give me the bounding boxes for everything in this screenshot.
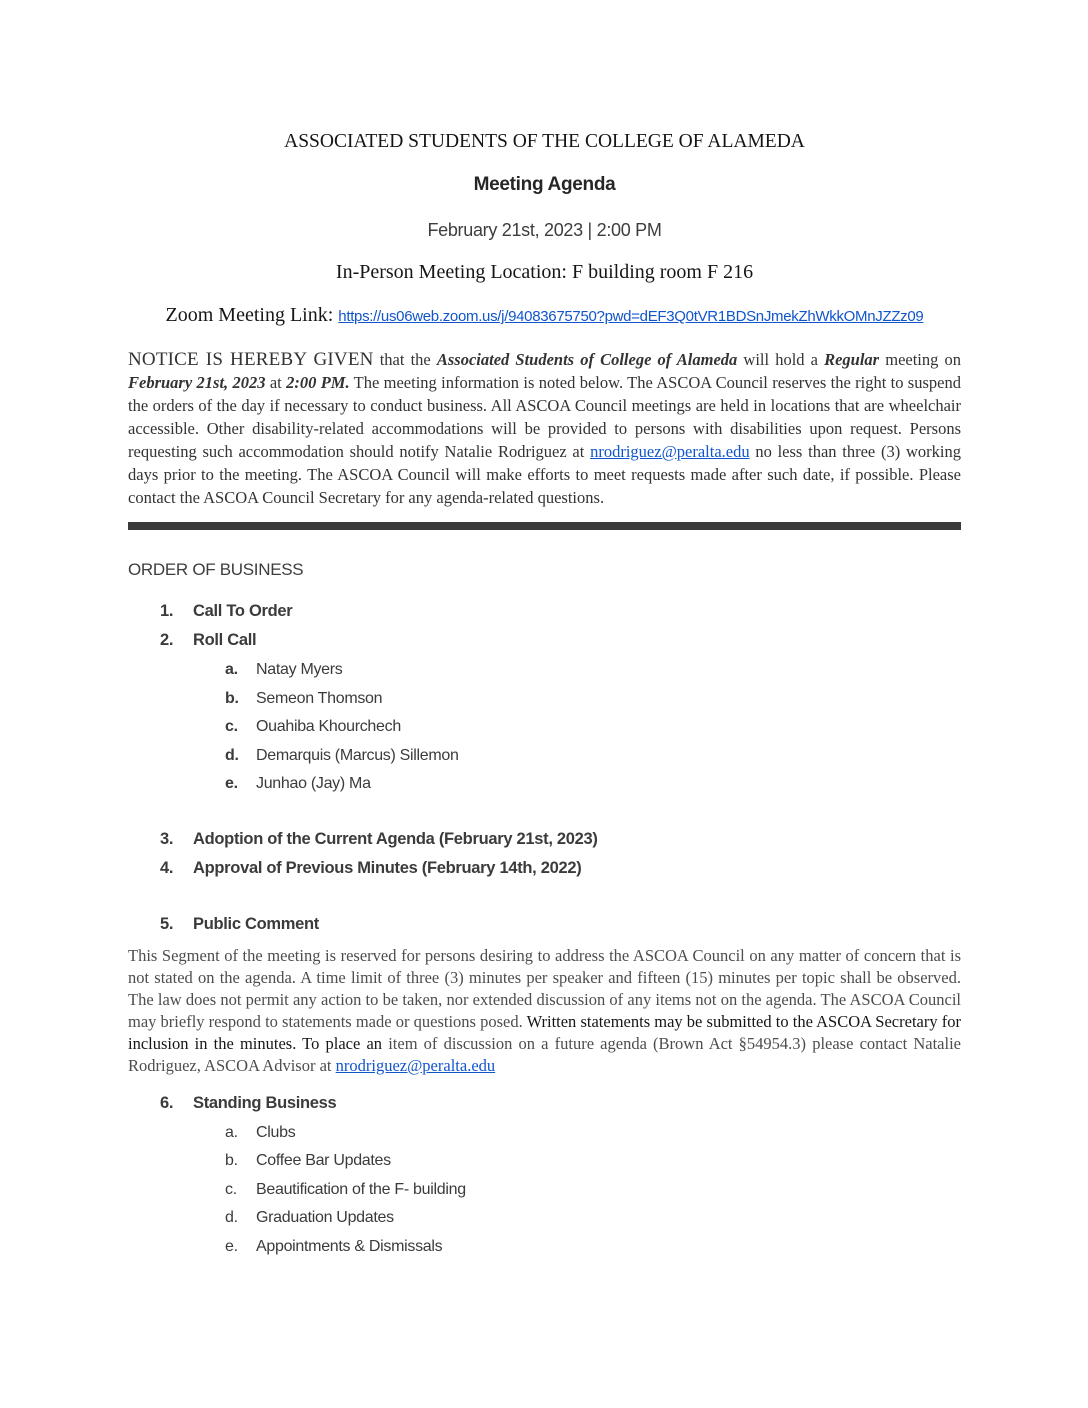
roll-call-member xyxy=(128,690,961,707)
standing-business-item xyxy=(128,1181,961,1198)
agenda-item-standing-business xyxy=(128,1095,961,1112)
notice-lead: NOTICE IS HEREBY GIVEN xyxy=(128,349,374,370)
order-of-business-heading: ORDER OF BUSINESS xyxy=(128,560,304,579)
agenda-item-label: Roll Call xyxy=(193,631,257,649)
zoom-link-label: Zoom Meeting Link: xyxy=(165,304,334,326)
agenda-item-adoption-agenda xyxy=(128,831,961,848)
sub-item-letter: c. xyxy=(225,718,238,735)
notice-run: no less than three (3) working days prior to the meeting. The ASCOA Council will make efforts to meet requests made after such date, if possible. Please contact the ASCOA Council Secretary for any agenda-related questions. xyxy=(128,442,961,507)
standing-business-item xyxy=(128,1152,961,1169)
sub-item-letter: e. xyxy=(225,1237,238,1255)
standing-business-label: Coffee Bar Updates xyxy=(256,1152,391,1169)
agenda-list xyxy=(128,603,961,933)
notice-meeting-type: Regular xyxy=(824,350,880,369)
agenda-item-label: Call To Order xyxy=(193,602,293,620)
doc-title: Meeting Agenda xyxy=(473,174,616,195)
agenda-item-public-comment xyxy=(128,916,961,933)
meeting-location: In-Person Meeting Location: F building room F 216 xyxy=(335,261,754,283)
roll-call-member xyxy=(128,747,961,764)
notice-paragraph xyxy=(128,348,961,509)
roll-call-member xyxy=(128,661,961,678)
standing-business-label: Graduation Updates xyxy=(256,1209,394,1226)
agenda-item-label: Standing Business xyxy=(193,1093,337,1112)
section-divider xyxy=(128,522,961,530)
agenda-item-label: Public Comment xyxy=(193,914,319,933)
notice-meeting-time: 2:00 PM. xyxy=(286,373,350,392)
standing-business-label: Beautification of the F- building xyxy=(256,1180,466,1198)
member-name: Junhao (Jay) Ma xyxy=(256,775,371,792)
agenda-item-roll-call xyxy=(128,632,961,649)
agenda-item-number: 6. xyxy=(160,1093,174,1112)
sub-item-letter: a. xyxy=(225,1123,238,1141)
meeting-datetime: February 21st, 2023 | 2:00 PM xyxy=(427,220,662,240)
agenda-item-call-to-order xyxy=(128,603,961,620)
standing-business-label: Appointments & Dismissals xyxy=(256,1237,443,1255)
notice-run: meeting on xyxy=(879,350,962,369)
sub-item-letter: b. xyxy=(225,689,239,707)
sub-item-letter: d. xyxy=(225,1209,238,1226)
standing-business-item xyxy=(128,1124,961,1141)
member-name: Ouahiba Khourchech xyxy=(256,718,401,735)
zoom-meeting-link[interactable]: https://us06web.zoom.us/j/94083675750?pwd=dEF3Q0tVR1BDSnJmekZhWkkOMnJZZz09 xyxy=(338,308,924,325)
notice-org-name: Associated Students of College of Alameda xyxy=(436,350,738,369)
notice-run: that the xyxy=(373,350,437,369)
notice-run: at xyxy=(265,373,287,392)
roll-call-member xyxy=(128,718,961,735)
agenda-item-number: 5. xyxy=(160,914,174,933)
sub-item-letter: e. xyxy=(225,775,238,792)
notice-run: The meeting information is noted below. The ASCOA Council reserves the right to suspend the orders of the day if necessary to conduct business. All ASCOA Council meetings are held in locations that are wheelchair accessible. Other disability-related accommodations will be provided to persons with disabilities upon request. Persons requesting such accommodation should notify Natalie Rodriguez at xyxy=(128,373,961,461)
agenda-item-number: 2. xyxy=(160,631,174,649)
roll-call-member xyxy=(128,775,961,792)
agenda-item-label: Adoption of the Current Agenda (February 21st, 2023) xyxy=(193,829,598,848)
public-comment-run: This Segment of the meeting is reserved for persons desiring to address the ASCOA Council on any matter of concern that is not stated on the agenda. A time limit of three (3) minutes per speaker and fifteen (15) minutes per topic shall be observed. The law does not permit any action to be taken, nor extended discussion of any items not on the agenda. The ASCOA Council may briefly respond to statements made or questions posed. xyxy=(128,945,961,1031)
org-title: ASSOCIATED STUDENTS OF THE COLLEGE OF ALAMEDA xyxy=(284,131,805,152)
notice-meeting-date: February 21st, 2023 xyxy=(128,373,266,392)
standing-business-item xyxy=(128,1238,961,1255)
member-name: Natay Myers xyxy=(256,661,343,678)
advisor-email-link[interactable]: nrodriguez@peralta.edu xyxy=(335,1055,496,1075)
standing-business-section xyxy=(128,1095,961,1255)
notice-run: will hold a xyxy=(737,350,825,369)
agenda-item-label: Approval of Previous Minutes (February 14th, 2022) xyxy=(193,858,582,877)
sub-item-letter: c. xyxy=(225,1180,237,1198)
public-comment-emphasis: Written statements may be submitted to the ASCOA Secretary for inclusion in the minutes. To place an xyxy=(128,1011,961,1053)
member-name: Semeon Thomson xyxy=(256,689,383,707)
spacer xyxy=(128,804,961,831)
advisor-email-link[interactable]: nrodriguez@peralta.edu xyxy=(590,442,750,461)
sub-item-letter: d. xyxy=(225,746,239,764)
agenda-item-approval-minutes xyxy=(128,860,961,877)
zoom-link-line xyxy=(128,305,961,327)
standing-business-item xyxy=(128,1209,961,1226)
spacer xyxy=(128,889,961,916)
public-comment-paragraph xyxy=(128,945,961,1077)
sub-item-letter: b. xyxy=(225,1152,238,1169)
sub-item-letter: a. xyxy=(225,661,238,678)
public-comment-run: item of discussion on a future agenda (Brown Act §54954.3) please contact Natalie Rodriguez, ASCOA Advisor at xyxy=(128,1033,962,1075)
standing-business-label: Clubs xyxy=(256,1123,296,1141)
agenda-item-number: 4. xyxy=(160,858,174,877)
member-name: Demarquis (Marcus) Sillemon xyxy=(256,746,459,764)
agenda-item-number: 1. xyxy=(160,602,174,620)
agenda-item-number: 3. xyxy=(160,829,174,848)
